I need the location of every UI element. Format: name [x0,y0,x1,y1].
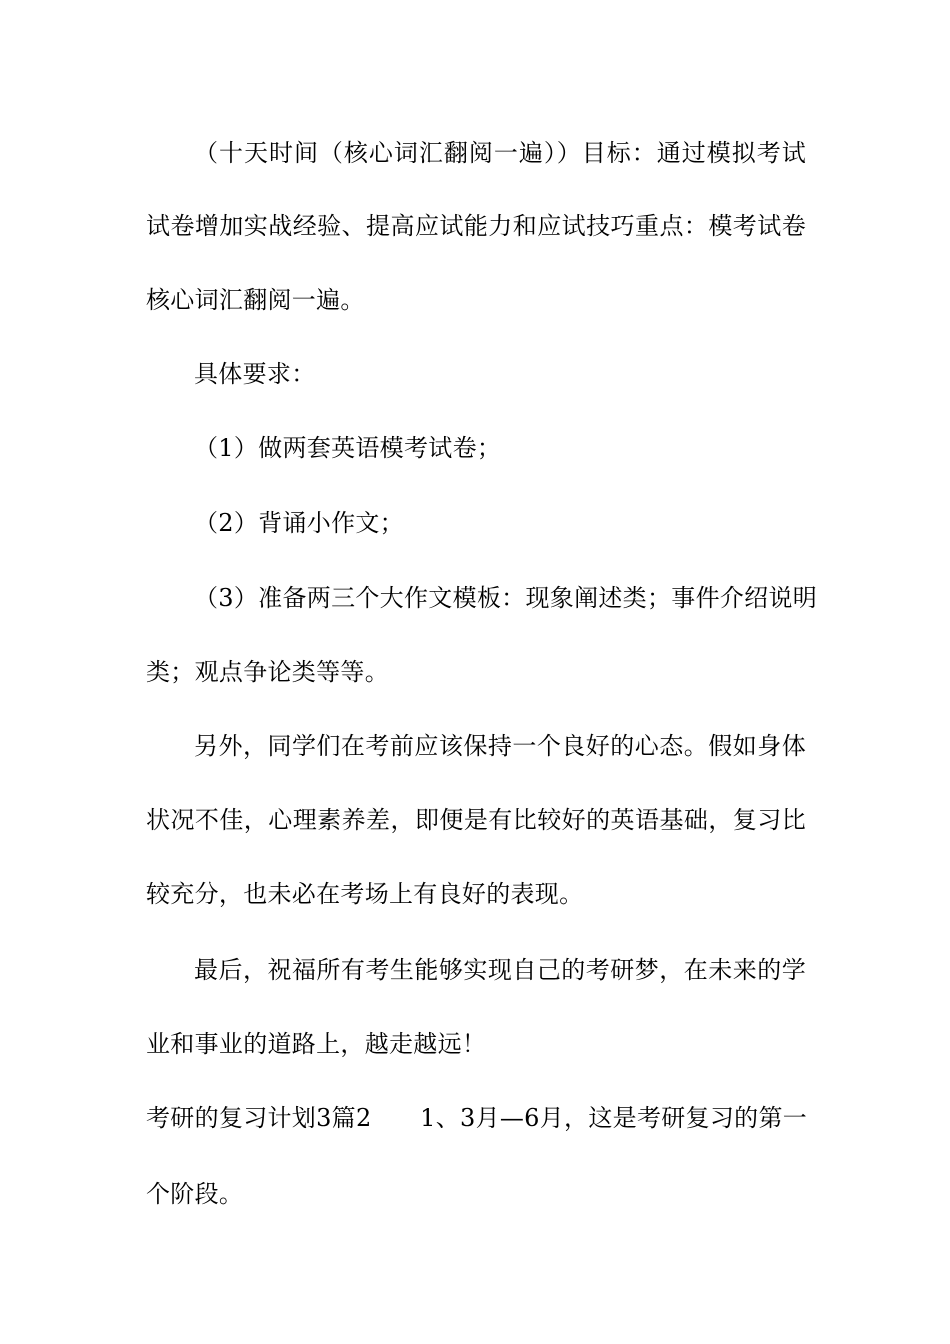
paragraph-line: 较充分，也未必在考场上有良好的表现。 [146,880,584,908]
paragraph-line: 个阶段。 [146,1180,244,1208]
list-item: （1）做两套英语模考试卷； [194,434,502,462]
paragraph-line: 试卷增加实战经验、提高应试能力和应试技巧重点：模考试卷 [146,212,806,240]
paragraph-line: 最后，祝福所有考生能够实现自己的考研梦，在未来的学 [194,956,806,984]
paragraph-line: 状况不佳，心理素养差，即便是有比较好的英语基础，复习比 [146,806,806,834]
paragraph-line: 业和事业的道路上，越走越远！ [146,1030,487,1058]
list-item: （3）准备两三个大作文模板：现象阐述类；事件介绍说明 [194,584,818,612]
paragraph-line: 核心词汇翻阅一遍。 [146,286,365,314]
paragraph-line: （十天时间（核心词汇翻阅一遍））目标：通过模拟考试 [194,139,806,167]
section-heading-line: 考研的复习计划3篇2 1、3月—6月，这是考研复习的第一 [146,1104,808,1132]
paragraph-line: 具体要求： [194,360,316,388]
paragraph-line: 类；观点争论类等等。 [146,658,389,686]
paragraph-line: 另外，同学们在考前应该保持一个良好的心态。假如身体 [194,732,806,760]
list-item: （2）背诵小作文； [194,509,404,537]
